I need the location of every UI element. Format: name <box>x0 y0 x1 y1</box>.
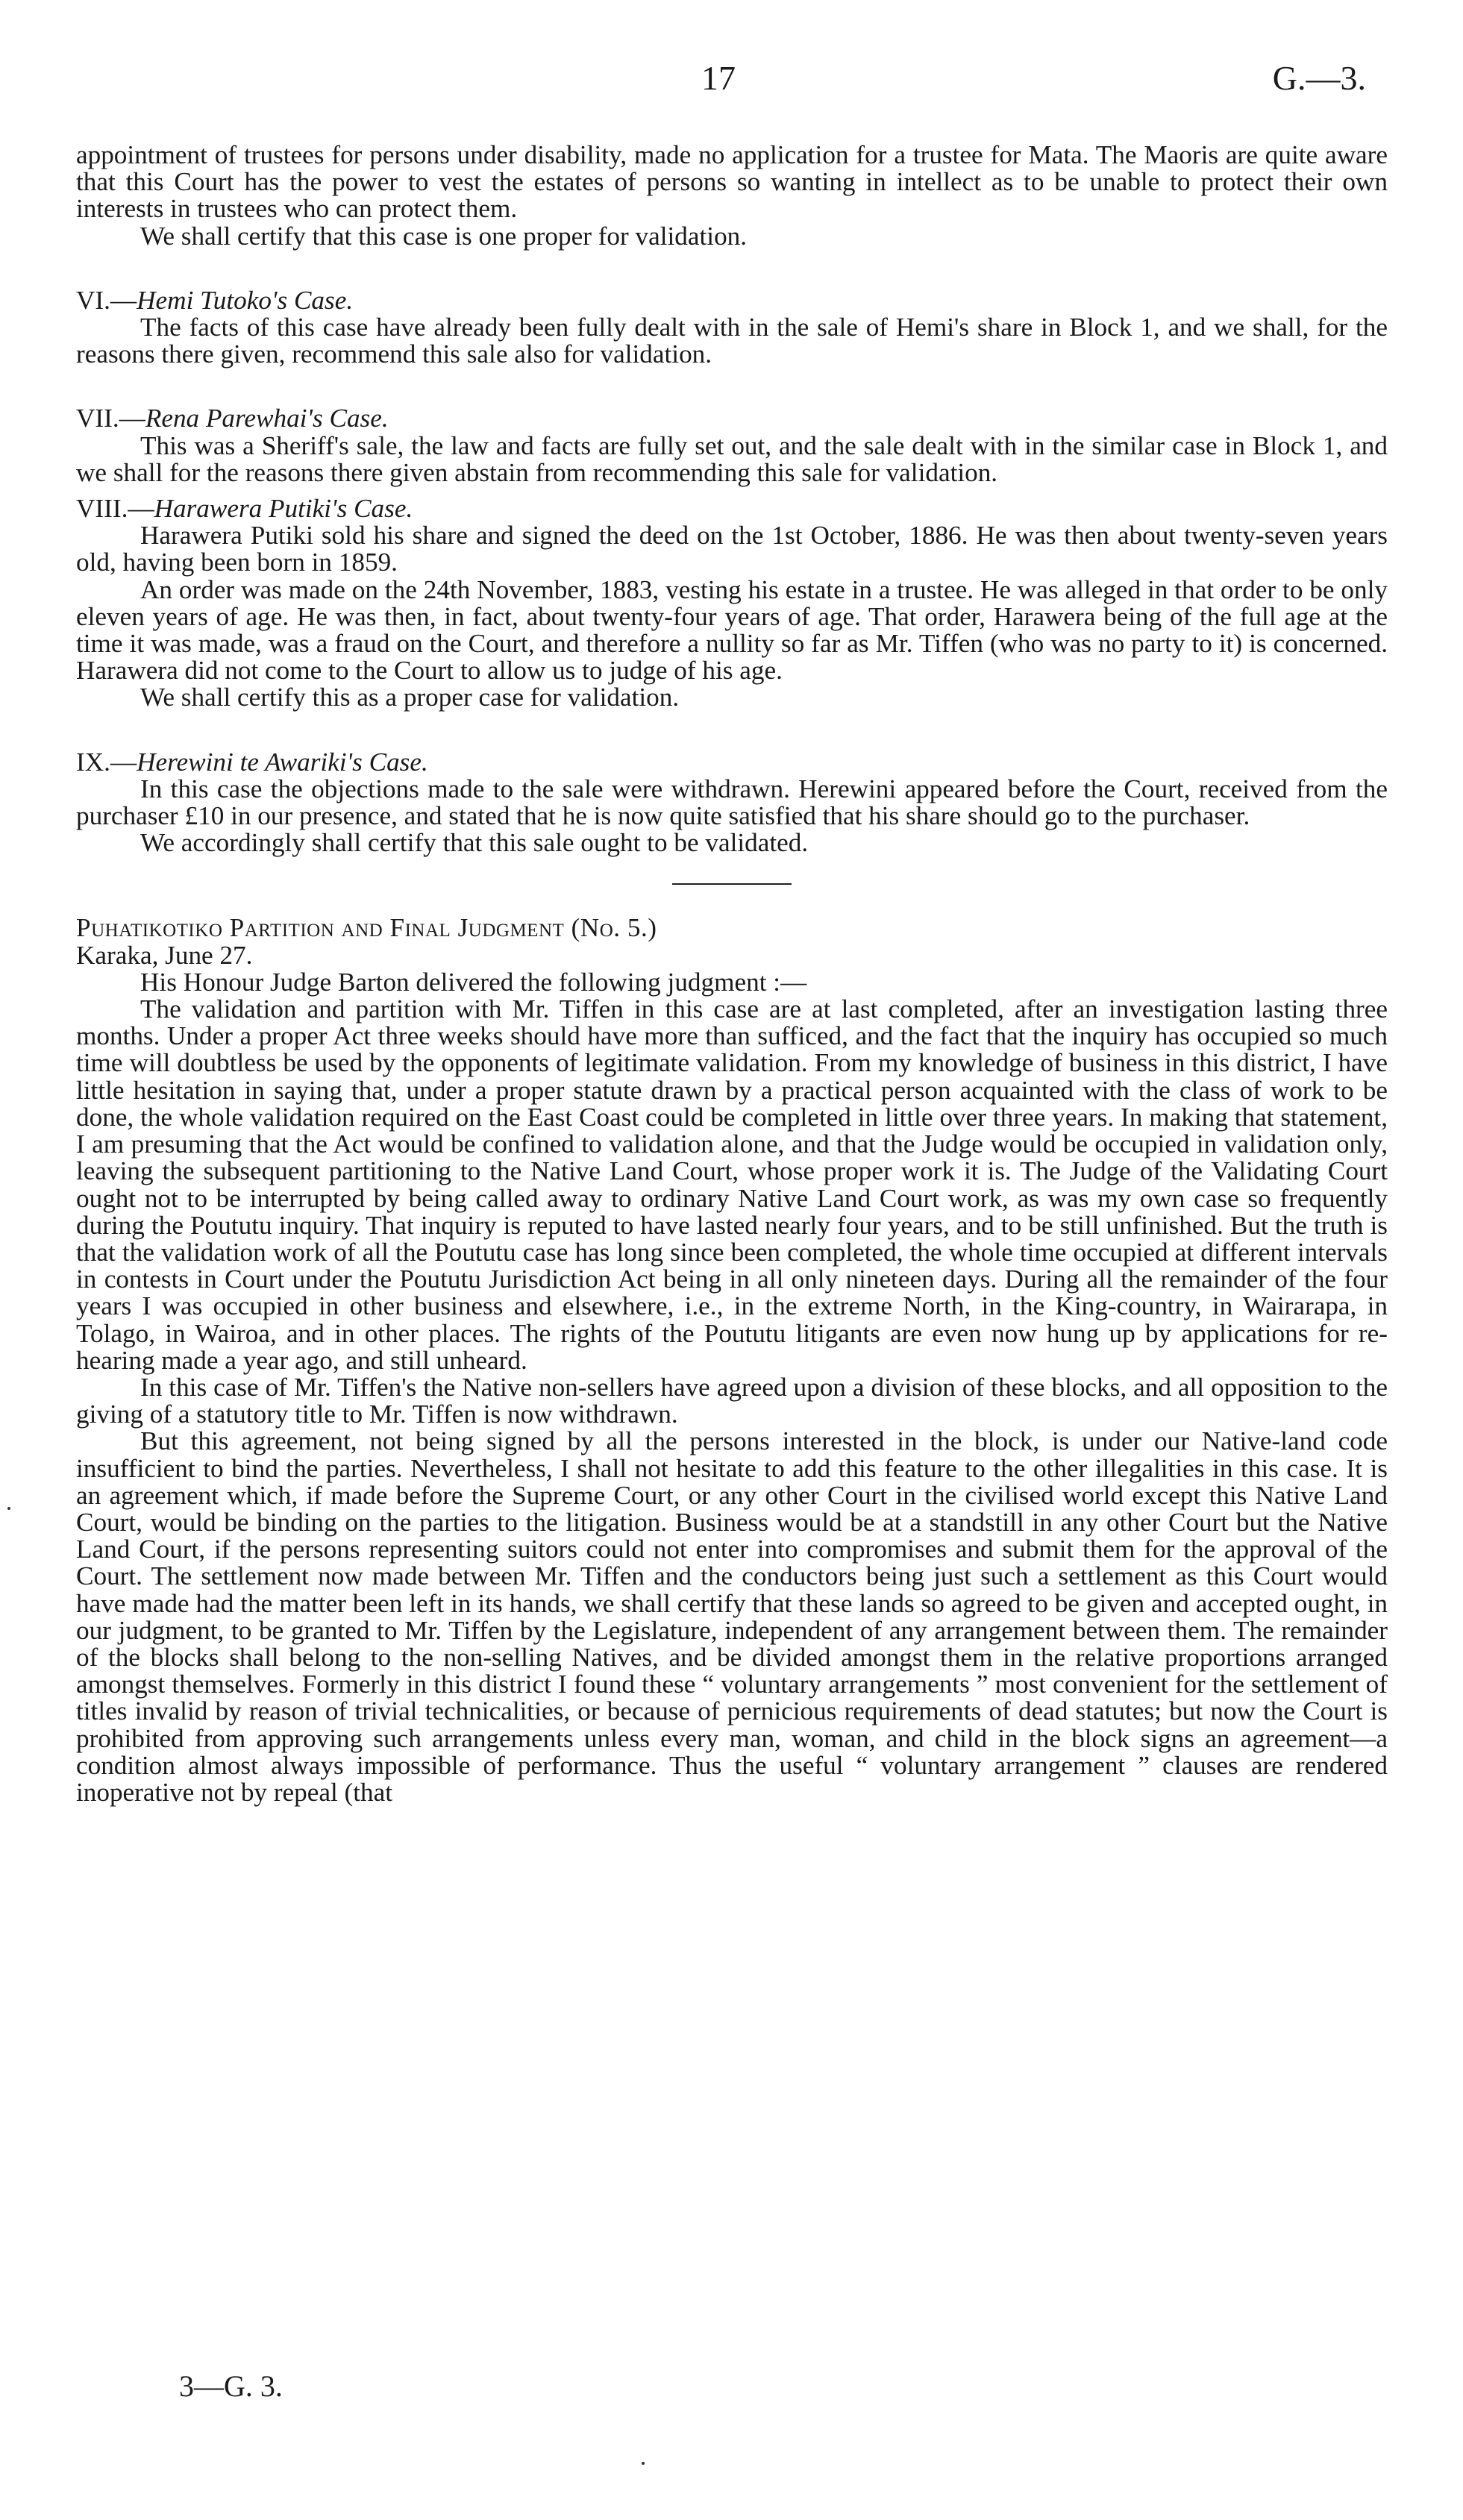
page-header <box>0 58 1463 110</box>
paragraph: An order was made on the 24th November, 1883, vesting his estate in a trustee. He was alleged in that order to be only eleven years of age. He was then, in fact, about twenty-four years of age. That order, Harawera being of the full age at the time it was made, was a fraud on the Court, and therefore a nullity so far as Mr. Tiffen (who was no party to it) is concerned. Harawera did not come to the Court to allow us to judge of his age. <box>76 574 1388 686</box>
signature-code: 3—G. 3. <box>179 2369 283 2403</box>
page-number: 17 <box>701 59 736 97</box>
case-number: IX.— <box>76 747 137 777</box>
spacer <box>76 368 1388 405</box>
paragraph: We accordingly shall certify that this sale ought to be validated. <box>140 828 809 858</box>
paragraph: The validation and partition with Mr. Tiffen in this case are at last completed, after an investigation lasting three months. Under a proper Act three weeks should have more than sufficed, and the fact that the inquiry has occupied so much time will doubtless be used by the opponents of legitimate validation. From my knowledge of business in this district, I have little hesitation in saying that, under a proper statute drawn by a practical person acquainted with the class of work to be done, the whole validation required on the East Coast could be completed in little over three years. In making that statement, I am presuming that the Act would be confined to validation alone, and that the Judge would be occupied in validation only, leaving the subsequent partitioning to the Native Land Court, whose proper work it is. The Judge of the Validating Court ought not to be interrupted by being called away to ordinary Native Land Court work, as was my own case so frequently during the Poututu inquiry. That inquiry is reputed to have lasted nearly four years, and to be still unfinished. But the truth is that the validation work of all the Poututu case has long since been completed, the whole time occupied at different intervals in contests in Court under the Poututu Jurisdiction Act being in all only nineteen days. During all the remainder of the four years I was occupied in other business and elsewhere, i.e., in the extreme North, in the King-country, in Wairarapa, in Tolago, in Wairoa, and in other places. The rights of the Poututu litigants are even now hung up by applications for re-hearing made a year ago, and still unheard. <box>76 994 1388 1375</box>
case-number: VIII.— <box>76 494 154 524</box>
spacer <box>76 250 1388 287</box>
paragraph: But this agreement, not being signed by all the persons interested in the block, is under our Native-land code insufficient to bind the parties. Nevertheless, I shall not hesitate to add this feature to the other illegalities in this case. It is an agreement which, if made before the Supreme Court, or any other Court in the civilised world except this Native Land Court, would be binding on the parties to the litigation. Business would be at a standstill in any other Court but the Native Land Court, if the persons representing suitors could not enter into compromises and submit them for the approval of the Court. The settlement now made between Mr. Tiffen and the conductors being just such a settlement as this Court would have made had the matter been left in its hands, we shall certify that these lands so agreed to be given and accepted ought, in our judgment, to be granted to Mr. Tiffen by the Legislature, independent of any arrangement between them. The remainder of the blocks shall belong to the non-selling Natives, and be divided amongst them in the relative proportions arranged amongst themselves. Formerly in this district I found these “ voluntary arrangements ” most convenient for the settlement of titles invalid by reason of trivial technicalities, or because of pernicious requirements of dead statutes; but now the Court is prohibited from approving such arrangements unless every man, woman, and child in the block signs an agreement—a condition almost always impossible of performance. Thus the useful “ voluntary arrangement ” clauses are rendered inoperative not by repeal (that <box>76 1426 1388 1807</box>
case-heading <box>76 405 1388 432</box>
case-heading <box>76 287 1388 314</box>
case-number: VII.— <box>76 404 145 433</box>
section-divider <box>672 883 792 885</box>
dateline: Karaka, June 27. <box>76 940 253 970</box>
case-name: Rena Parewhai's Case. <box>145 404 389 433</box>
paragraph: His Honour Judge Barton delivered the following judgment :— <box>140 967 807 997</box>
case-heading <box>76 749 1388 776</box>
sheet-code: G.—3. <box>1272 59 1366 97</box>
spacer <box>76 712 1388 749</box>
case-name: Harawera Putiki's Case. <box>154 494 413 524</box>
paragraph: appointment of trustees for persons under disability, made no application for a trustee for Mata. The Maoris are quite aware that this Court has the power to vest the estates of persons so wanting in intellect as to be unable to protect their own interests in trustees who can protect them. <box>76 140 1388 224</box>
paragraph: In this case the objections made to the sale were withdrawn. Herewini appeared before the Court, received from the purchaser £10 in our presence, and stated that he is now quite satisfied that his share should go to the purchaser. <box>76 774 1388 831</box>
print-mark <box>642 2462 645 2465</box>
case-name: Herewini te Awariki's Case. <box>137 747 428 777</box>
case-name: Hemi Tutoko's Case. <box>137 285 354 315</box>
paragraph: The facts of this case have already been fully dealt with in the sale of Hemi's share in Block 1, and we shall, for the reasons there given, recommend this sale also for validation. <box>76 313 1388 369</box>
section-title: Puhatikotiko Partition and Final Judgment (No. 5.) <box>76 913 657 943</box>
paragraph: Harawera Putiki sold his share and signed the deed on the 1st October, 1886. He was then about twenty-seven years old, having been born in 1859. <box>76 521 1388 577</box>
paragraph: We shall certify that this case is one proper for validation. <box>140 221 748 251</box>
paragraph: In this case of Mr. Tiffen's the Native non-sellers have agreed upon a division of these blocks, and all opposition to the giving of a statutory title to Mr. Tiffen is now withdrawn. <box>76 1372 1388 1429</box>
paragraph: This was a Sheriff's sale, the law and facts are fully set out, and the sale dealt with in the similar case in Block 1, and we shall for the reasons there given abstain from recommending this sale for validation. <box>76 430 1388 487</box>
paragraph: We shall certify this as a proper case for validation. <box>140 683 680 712</box>
document-body <box>76 142 1388 1806</box>
case-number: VI.— <box>76 285 137 315</box>
print-mark <box>7 1507 10 1510</box>
case-heading <box>76 495 1388 522</box>
